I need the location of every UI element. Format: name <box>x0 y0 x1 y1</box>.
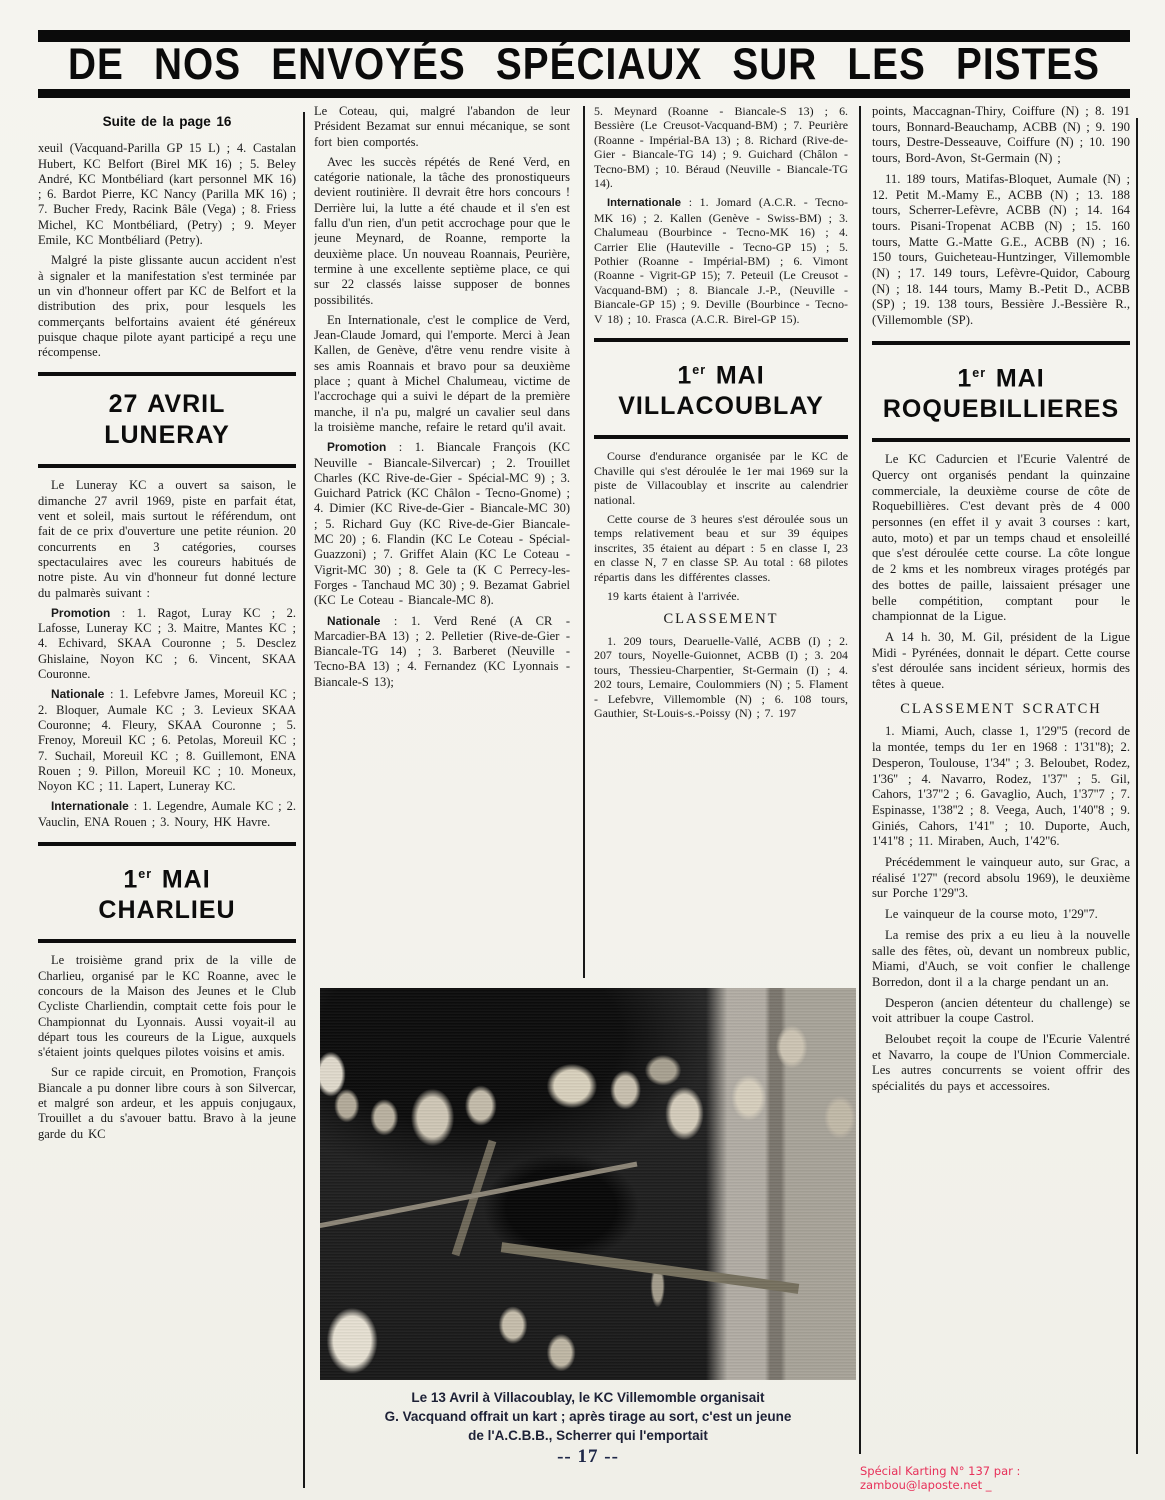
article-paragraph: 11. 189 tours, Matifas-Bloquet, Aumale (N) ; 12. Petit M.-Mamy E., ACBB (N) ; 13. 188 tours, Scherrer-Lefèvre, ACBB (N) ; 14. 164 tours. Pisani-Tropenat ACBB (N) ; 15. 160 tours, Matte G.-Matte G.E., ACBB (N) ; 16. 150 tours, Guicheteau-Huntzinger, Villemomble (N) ; 17. 149 tours, Lefèvre-Quidor, Cabourg (N) ; 18. 144 tours, Mamy B.-Petit D., ACBB (SP) ; 19. 138 tours, Bessière J.-Bessière R., (Villemomble (SP). <box>872 171 1130 328</box>
photo-caption-line: G. Vacquand offrait un kart ; après tirage au sort, c'est un jeune <box>384 1409 792 1424</box>
category-label: Promotion <box>51 605 111 620</box>
section-heading <box>594 338 848 439</box>
category-label: Nationale <box>327 613 381 628</box>
classement-subhead: CLASSEMENT SCRATCH <box>900 700 1102 717</box>
article-paragraph: Course d'endurance organisée par le KC de Chaville qui s'est déroulée le 1er mai 1969 sur la piste de Villacoublay et inscrite au calendrier national. <box>594 449 848 507</box>
article-paragraph: 1. 209 tours, Dearuelle-Vallé, ACBB (I) ; 2. 207 tours, Noyelle-Guionnet, ACBB (I) ; 3. 204 tours, Thessieu-Charpentier, St-Germain (I) ; 4. 202 tours, Lemaire, Coulommiers (N) ; 5. Flament - Lefebvre, Villemomble (N) ; 6. 108 tours, Gauthier, St-Louis-s.-Poissy (N) ; 7. 197 <box>594 633 848 720</box>
article-paragraph: La remise des prix a eu lieu à la nouvelle salle des fêtes, où, devant un nombreux public, Miami, d'Auch, se voit confier le challenge Borredon, dont il a la charge pendant un an. <box>872 927 1130 989</box>
page-edge-rule <box>1136 118 1138 1454</box>
section-heading-line: CHARLIEU <box>98 896 236 925</box>
section-heading-line: 1er MAI <box>957 364 1045 393</box>
photo-caption <box>300 1388 876 1445</box>
category-label: Internationale <box>607 197 682 210</box>
article-paragraph <box>314 440 570 608</box>
article-paragraph: Cette course de 3 heures s'est déroulée sous un temps relativement beau et sur 39 équipes inscrites, 35 étaient au départ : 5 en classe I, 23 en classe N, 7 en classe SP. Au total : 68 pilotes répartis dans les différentes classes. <box>594 512 848 584</box>
column-divider <box>583 106 585 978</box>
event-photo <box>320 988 856 1380</box>
article-column-3 <box>594 104 848 984</box>
article-paragraph: Le vainqueur de la course moto, 1'29''7. <box>885 907 1098 922</box>
section-heading-line: VILLACOUBLAY <box>618 392 824 421</box>
category-label: Nationale <box>51 687 105 702</box>
article-column-1 <box>38 108 296 1494</box>
edition-credit: Spécial Karting N° 137 par : zambou@laposte.net _ <box>860 1464 1021 1492</box>
photo-caption-line: de l'A.C.B.B., Scherrer qui l'emportait <box>468 1428 708 1443</box>
article-paragraph: Le troisième grand prix de la ville de Charlieu, organisé par le KC Roanne, avec le concours de la Maison des Jeunes et le Club Cycliste Charliendin, comptait cette fois pour le Championnat du Lyonnais. Aussi voyait-il au départ tous les coureurs de la Ligue, auxquels s'étaient joints quelques pilotes voisins et amis. <box>38 953 296 1060</box>
category-label: Promotion <box>327 440 387 455</box>
article-paragraph: Malgré la piste glissante aucun accident n'est à signaler et la manifestation s'est terminée par un vin d'honneur offert par KC de Belfort et la distribution des prix, pour lesquels les commerçants belfortains avaient été généreux puisque chaque pilote ayant participé a reçu une récompense. <box>38 253 296 360</box>
page-number: -- 17 -- <box>557 1446 619 1467</box>
article-paragraph: points, Maccagnan-Thiry, Coiffure (N) ; 8. 191 tours, Bonnard-Beauchamp, ACBB (N) ; 9. 190 tours, Destre-Desseauve, Coiffure (N) ; 10. 190 tours, Bord-Avon, St-Germain (N) ; <box>872 104 1130 166</box>
page-banner <box>38 30 1130 98</box>
section-heading <box>38 372 296 468</box>
article-paragraph: 1. Miami, Auch, classe 1, 1'29''5 (record de la montée, temps du 1er en 1968 : 1'31''8); 2. Desperon, Toulouse, 1'34'' ; 3. Beloubet, Rodez, 1'36'' ; 4. Navarro, Rodez, 1'37'' ; 5. Gil, Cahors, 1'37''2 ; 6. Gavaglio, Auch, 1'37''7 ; 7. Espinasse, 1'38''2 ; 8. Veega, Auch, 1'40''8 ; 9. Giniés, Cahors, 1'41'' ; 10. Duporte, Auch, 1'41''8 ; 11. Miraben, Auch, 1'42''6. <box>872 724 1130 849</box>
article-paragraph: Beloubet reçoit la coupe de l'Ecurie Valentré et Navarro, la coupe de l'Union Commerciale. Les autres concurrents se voient offrir des spécialités du pays et accessoires. <box>872 1032 1130 1094</box>
category-results: : 1. Biancale François (KC Neuville - Biancale-Silvercar) ; 2. Trouillet Charles (KC Rive-de-Gier - Spécial-MC 9) ; 3. Guichard Patrick (KC Châlon - Tecno-Gnome) ; 4. Dimier (KC Rive-de-Gier - Biancale-MC 30) ; 5. Richard Guy (KC Rive-de-Gier Biancale-MC 20) ; 6. Flandin (KC Le Coteau - Spécial-Guazzoni) ; 7. Griffet Alain (KC Le Coteau - Vigrit-MC 30) ; 8. Gele ta (K C Perrecy-les-Forges - Tanchaud MC 30) ; 9. Bezamat Gabriel (KC Le Coteau - Biancale-MC 8). <box>314 440 570 608</box>
article-column-4 <box>872 104 1130 1456</box>
article-paragraph: Desperon (ancien détenteur du challenge) se voit attribuer la coupe Castrol. <box>872 995 1130 1026</box>
article-paragraph: Précédemment le vainqueur auto, sur Grac, a réalisé 1'27'' (record absolu 1969), le deuxième sur Porche 1'29''3. <box>872 855 1130 901</box>
section-heading-line: LUNERAY <box>104 421 230 450</box>
classement-subhead: CLASSEMENT <box>663 611 779 628</box>
section-heading-line: 1er MAI <box>677 361 765 390</box>
article-paragraph: Le Coteau, qui, malgré l'abandon de leur Président Bezamat sur ennui mécanique, se sont fort bien comportés. <box>314 104 570 149</box>
continued-note: Suite de la page 16 <box>102 114 232 129</box>
column-divider <box>303 112 305 1488</box>
article-paragraph: A 14 h. 30, M. Gil, président de la Ligue Midi - Pyrénées, donnait le départ. Cette course s'est déroulée sans incident sérieux, hormis des têtes à queue. <box>872 629 1130 692</box>
article-paragraph: 5. Meynard (Roanne - Biancale-S 13) ; 6. Bessière (Le Creusot-Vacquand-BM) ; 7. Peurière (Roanne - Impérial-BA 13) ; 8. Richard (Rive-de-Gier - Biancale-TG 14) ; 9. Guichard (Châlon - Tecno-BM) ; 10. Béraud (Neuville - Biancale-TG 14). <box>594 104 848 191</box>
category-results: : 1. Verd René (A CR - Marcadier-BA 13) ; 2. Pelletier (Rive-de-Gier - Biancale-TG 14) ; 3. Barberet (Neuville - Tecno-BA 13) ; 4. Fernandez (KC Lyonnais - Biancale-S 13); <box>314 613 570 689</box>
category-results: : 1. Lefebvre James, Moreuil KC ; 2. Bloquer, Aumale KC ; 3. Levieux SKAA Couronne; 4. Fleury, SKAA Couronne ; 5. Frenoy, Moreuil KC ; 6. Petolas, Moreuil KC ; 7. Suchail, Moreuil KC ; 8. Guillemont, ENA Rouen ; 9. Pillon, Moreuil KC ; 10. Moneux, Noyon KC ; 11. Lapert, Luneray KC. <box>38 687 296 794</box>
photo-grain <box>320 988 856 1380</box>
category-results: : 1. Jomard (A.C.R. - Tecno-MK 16) ; 2. Kallen (Genève - Swiss-BM) ; 3. Chalumeau (Bourbince - Tecno-MK 16) ; 4. Carrier Elie (Hauteville - Tecno-GP 15) ; 5. Pothier (Roanne - Impérial-BM) ; 6. Vimont (Roanne - Vigrit-GP 15); 7. Peteuil (Le Creusot - Vacquand-BM) ; 8. Biancale J.-P., (Neuville - Biancale-GP 15) ; 9. Deville (Bourbince - Tecno-V 18) ; 10. Frasca (A.C.R. Birel-GP 15). <box>594 195 848 326</box>
banner-title: DE NOS ENVOYÉS SPÉCIAUX SUR LES PISTES <box>67 40 1100 90</box>
article-paragraph: Avec les succès répétés de René Verd, en catégorie nationale, la tâche des pronostiqueurs devient routinière. Il devrait être hors concours ! Derrière lui, la lutte a été chaude et il s'en est fallu d'un rien, d'un petit accrochage pour que le jeune Meynard, de Roanne, remporte la deuxième place. Un nouveau Roannais, Peurière, termine à une excellente septième place, ce qui sur 22 classés laisse supposer de bonnes possibilités. <box>314 154 570 307</box>
article-paragraph: 19 karts étaient à l'arrivée. <box>607 589 740 604</box>
article-paragraph: Sur ce rapide circuit, en Promotion, François Biancale a pu donner libre cours à son Silvercar, et malgré son ardeur, et les appuis conjugaux, Trouillet a du s'avouer battu. Bravo à la jeune garde du KC <box>38 1065 296 1141</box>
category-label: Internationale <box>51 799 129 814</box>
category-results: : 1. Legendre, Aumale KC ; 2. Vauclin, ENA Rouen ; 3. Noury, HK Havre. <box>38 799 296 829</box>
article-paragraph <box>38 606 296 682</box>
section-heading <box>38 842 296 943</box>
article-paragraph: Le KC Cadurcien et l'Ecurie Valentré de Quercy ont organisés pendant la quinzaine commerciale, la deuxième course de côte de Roquebillières. C'est devant près de 4 000 personnes (en effet il y avait 3 courses : kart, auto, moto) et par un temps chaud et ensoleillé que s'est déroulée cette course. La côte longue de 2 kms et les nombreux virages protégés par des bottes de paille, laissaient présager une belle compétition, comptant pour le championnat de la Ligue. <box>872 452 1130 624</box>
article-paragraph <box>314 614 570 690</box>
section-heading-line: 27 AVRIL <box>108 390 226 419</box>
article-paragraph <box>38 799 296 830</box>
article-column-2 <box>314 104 570 984</box>
article-paragraph: En Internationale, c'est le complice de Verd, Jean-Claude Jomard, qui l'emporte. Merci à Jean Kallen, de Genève, d'être venu rendre visite à ses amis Roannais et bravo pour sa deuxième place ; quant à Michel Chalumeau, victime de l'accrochage qui a suivi le départ de la première manche, il n'a pu, malgré un cavalier seul dans la troisième manche, refaire le retard qu'il avait. <box>314 312 570 434</box>
article-paragraph <box>594 195 848 326</box>
column-divider <box>859 106 861 1454</box>
section-heading-line: 1er MAI <box>123 865 211 894</box>
section-heading <box>872 341 1130 442</box>
category-results: : 1. Ragot, Luray KC ; 2. Lafosse, Luneray KC ; 3. Maitre, Mantes KC ; 4. Echivard, SKAA Couronne ; 5. Desclez Ghislaine, Noyon KC ; 6. Vincent, SKAA Couronne. <box>38 605 296 682</box>
section-heading-line: ROQUEBILLIERES <box>882 395 1120 424</box>
article-paragraph <box>38 687 296 794</box>
article-paragraph: Le Luneray KC a ouvert sa saison, le dimanche 27 avril 1969, piste en parfait état, vent et soleil, mais surtout le référendum, ont fait de ce prix d'ouverture une petite réunion. 20 concurrents en 3 catégories, courses spectaculaires avec les coureurs habitués de notre piste. Au vin d'honneur fut donné lecture du palmarès suivant : <box>38 478 296 600</box>
photo-caption-line: Le 13 Avril à Villacoublay, le KC Villemomble organisait <box>411 1390 765 1405</box>
article-paragraph: xeuil (Vacquand-Parilla GP 15 L) ; 4. Castalan Hubert, KC Belfort (Birel MK 16) ; 5. Beley André, KC Montbéliard (kart personnel MK 16) ; 6. Bardot Pierre, KC Nancy (Parilla MK 16) ; 7. Bucher Fredy, Racink Bâle (Vega) ; 8. Friess Michel, KC Montbéliard, (Petry) ; 9. Meyer Emile, KC Montbéliard (Petry). <box>38 141 296 248</box>
